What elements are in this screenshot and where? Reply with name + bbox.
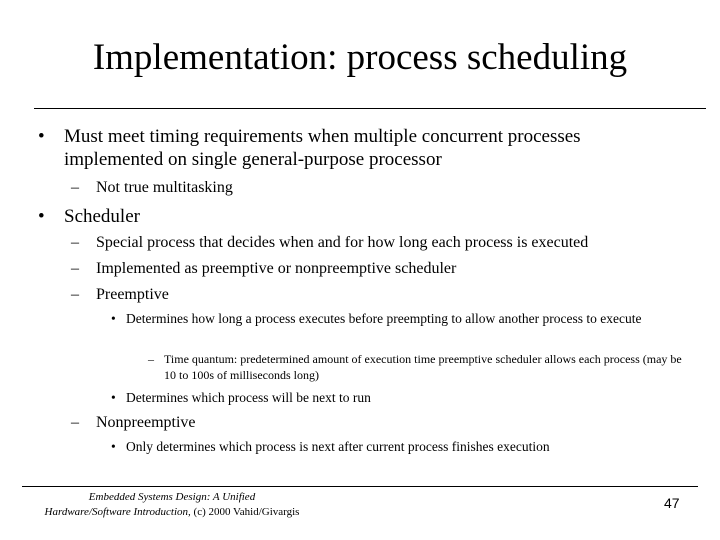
slide-title: Implementation: process scheduling (92, 37, 628, 78)
sub-bullet-text: Special process that decides when and for how long each process is executed (96, 234, 589, 251)
sub-bullet-implemented-as (71, 259, 691, 278)
footer-line-2-italic: Hardware/Software Introduction, (44, 506, 191, 518)
dash-marker: – (71, 234, 79, 251)
detail-text: Time quantum: predetermined amount of execution time preemptive scheduler allows each process (may be 10 to 100s of milliseconds long) (164, 352, 682, 382)
title-divider (34, 108, 706, 109)
sub-bullet-preemptive (71, 285, 691, 304)
bullet-marker: • (111, 311, 116, 326)
dash-marker: – (71, 179, 79, 196)
bullet-marker: • (38, 126, 45, 147)
point-only-determines (111, 438, 686, 456)
sub-bullet-text: Not true multitasking (96, 179, 233, 196)
footer-citation (22, 490, 322, 520)
sub-bullet-not-true-multitasking (71, 178, 671, 197)
sub-bullet-special-process (71, 233, 691, 252)
dash-marker: – (71, 260, 79, 277)
bullet-text: Scheduler (64, 206, 140, 227)
dash-marker: – (71, 286, 79, 303)
bullet-must-meet-timing (38, 125, 638, 171)
dash-marker: – (148, 352, 154, 366)
point-text: Determines which process will be next to run (126, 390, 371, 405)
point-determines-which (111, 389, 686, 407)
point-text: Only determines which process is next after current process finishes execution (126, 439, 550, 454)
point-text: Determines how long a process executes before preempting to allow another process to execute (126, 311, 642, 326)
bullet-marker: • (111, 390, 116, 405)
bullet-marker: • (111, 439, 116, 454)
footer-line-2 (22, 505, 322, 520)
footer-line-1: Embedded Systems Design: A Unified (88, 491, 256, 503)
footer-line-2-plain: (c) 2000 Vahid/Givargis (190, 506, 300, 518)
page-number: 47 (664, 495, 680, 511)
sub-bullet-text: Preemptive (96, 286, 169, 303)
bullet-marker: • (38, 206, 45, 227)
footer-divider (22, 486, 698, 487)
sub-bullet-text: Nonpreemptive (96, 414, 196, 431)
bullet-scheduler (38, 205, 638, 228)
bullet-text: Must meet timing requirements when multiple concurrent processes implemented on single general-purpose processor (64, 126, 581, 170)
dash-marker: – (71, 414, 79, 431)
point-determines-how-long (111, 310, 686, 328)
detail-time-quantum (148, 351, 686, 383)
sub-bullet-text: Implemented as preemptive or nonpreemptive scheduler (96, 260, 457, 277)
sub-bullet-nonpreemptive (71, 413, 691, 432)
